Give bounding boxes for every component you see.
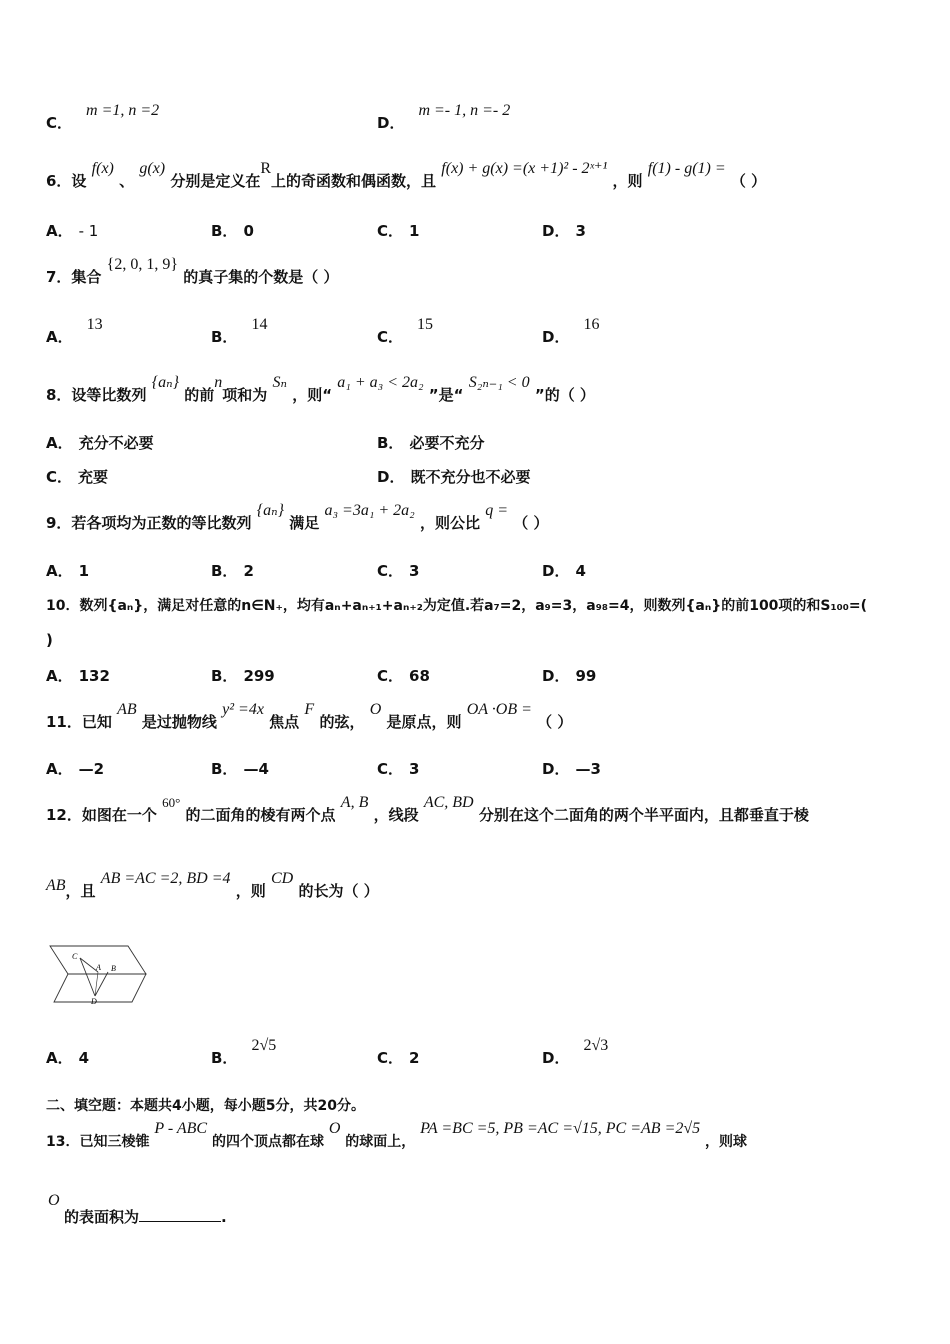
- q9-option-d[interactable]: D． 4: [542, 562, 586, 580]
- dihedral-angle-figure: [46, 940, 150, 1006]
- q7-option-a[interactable]: A．13: [46, 316, 103, 346]
- section-2-heading: 二、填空题：本题共4小题，每小题5分，共20分。: [46, 1098, 365, 1114]
- q10-stem-line1: 10．数列{aₙ}，满足对任意的n∈N₊，均有aₙ+aₙ₊₁+aₙ₊₂为定值.若a₇=2，a₉=3，a₉₈=4，则数列{aₙ}的前100项的和S₁₀₀=(: [46, 598, 868, 614]
- q7-option-c[interactable]: C．15: [377, 316, 434, 346]
- q5-option-d[interactable]: D．m =- 1, n =- 2: [377, 102, 511, 132]
- q11-option-b[interactable]: B． —4: [211, 760, 269, 778]
- q10-option-a[interactable]: A． 132: [46, 667, 110, 685]
- q13-stem-line2: O 的表面积为 .: [48, 1192, 227, 1226]
- q11-option-a[interactable]: A． —2: [46, 760, 105, 778]
- segment-bd: [95, 972, 108, 996]
- q8-option-d[interactable]: D． 既不充分也不必要: [377, 468, 531, 486]
- q12-option-b[interactable]: B．2√5: [211, 1037, 277, 1067]
- q9-option-c[interactable]: C． 3: [377, 562, 420, 580]
- q6-option-a[interactable]: A． - 1: [46, 222, 99, 240]
- q12-stem-line2: AB，且 AB =AC =2, BD =4 ，则 CD 的长为（ ）: [46, 870, 379, 900]
- q9-stem: 9．若各项均为正数的等比数列 {aₙ} 满足 a₃ =3a₁ + 2a₂ ，则公比 q = （ ）: [46, 502, 549, 532]
- q9-option-a[interactable]: A． 1: [46, 562, 90, 580]
- q10-option-c[interactable]: C． 68: [377, 667, 430, 685]
- q12-option-d[interactable]: D．2√3: [542, 1037, 609, 1067]
- q10-option-d[interactable]: D． 99: [542, 667, 597, 685]
- q5-option-d-value: m =- 1, n =- 2: [418, 102, 511, 119]
- q6-option-c[interactable]: C． 1: [377, 222, 420, 240]
- q10-option-b[interactable]: B． 299: [211, 667, 275, 685]
- q8-option-c[interactable]: C． 充要: [46, 468, 109, 486]
- q6-option-b[interactable]: B． 0: [211, 222, 254, 240]
- answer-blank[interactable]: [139, 1207, 221, 1222]
- lower-half-plane: [54, 974, 146, 1002]
- q11-option-d[interactable]: D． —3: [542, 760, 601, 778]
- q10-stem-line2: ): [46, 631, 53, 649]
- q8-option-a[interactable]: A． 充分不必要: [46, 434, 154, 452]
- q11-stem: 11．已知 AB 是过抛物线 y² =4x 焦点 F 的弦， O 是原点，则 OA ·OB = （ ）: [46, 701, 573, 731]
- label-d: D: [91, 997, 97, 1006]
- q6-option-d[interactable]: D． 3: [542, 222, 586, 240]
- q7-stem: 7．集合 {2, 0, 1, 9} 的真子集的个数是（ ）: [46, 256, 339, 286]
- q9-option-b[interactable]: B． 2: [211, 562, 254, 580]
- q6-stem: 6．设 f(x) 、 g(x) 分别是定义在R上的奇函数和偶函数，且 f(x) + g(x) =(x +1)² - 2ˣ⁺¹ ，则 f(1) - g(1) = （ ）: [46, 160, 767, 190]
- label-b: B: [111, 964, 116, 973]
- q11-option-c[interactable]: C． 3: [377, 760, 420, 778]
- q7-option-d[interactable]: D．16: [542, 316, 600, 346]
- q5-option-c-value: m =1, n =2: [86, 102, 160, 119]
- label-a: A: [96, 963, 101, 972]
- q8-stem: 8．设等比数列 {aₙ} 的前n项和为 Sₙ ，则“ a₁ + a₃ < 2a₂ ”是“ S₂ₙ₋₁ < 0 ”的（ ）: [46, 374, 595, 404]
- q12-stem-line1: 12．如图在一个 60° 的二面角的棱有两个点 A, B ，线段 AC, BD 分别在这个二面角的两个半平面内，且都垂直于棱: [46, 794, 809, 824]
- q12-option-c[interactable]: C． 2: [377, 1049, 420, 1067]
- q8-option-b[interactable]: B． 必要不充分: [377, 434, 485, 452]
- q13-stem-line1: 13．已知三棱锥 P - ABC 的四个顶点都在球 O 的球面上， PA =BC =5, PB =AC =√15, PC =AB =2√5 ，则球: [46, 1120, 748, 1150]
- q7-option-b[interactable]: B．14: [211, 316, 268, 346]
- q12-option-a[interactable]: A． 4: [46, 1049, 90, 1067]
- label-c: C: [72, 952, 78, 961]
- q5-option-c[interactable]: C．m =1, n =2: [46, 102, 160, 132]
